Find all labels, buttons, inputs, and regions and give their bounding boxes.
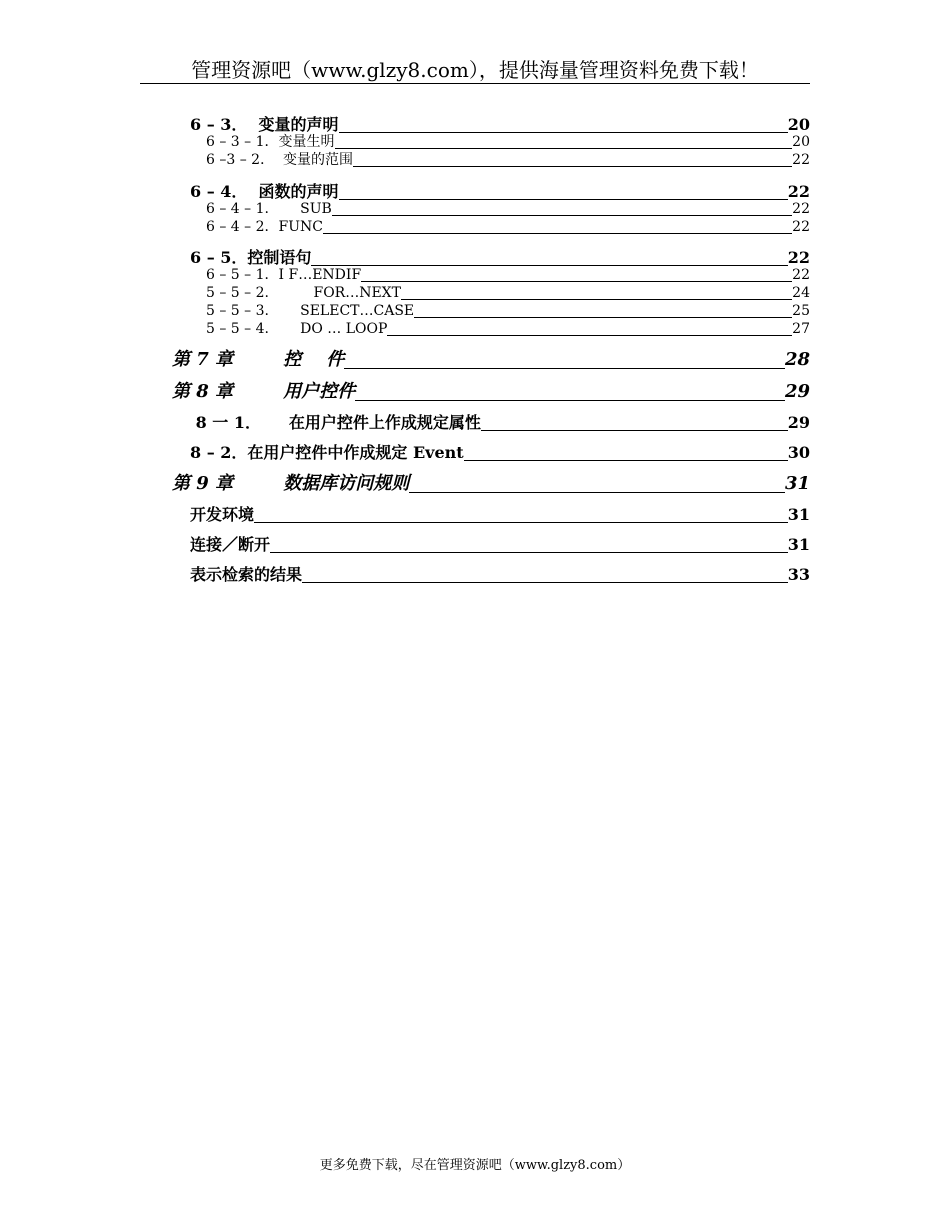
toc-page-number: 28 [784,349,810,370]
toc-entry[interactable] [206,219,810,236]
toc-entry[interactable] [206,201,810,218]
toc-leader-line [323,233,792,234]
toc-leader-line [401,299,792,300]
toc-page-number: 25 [792,303,810,319]
toc-page-number: 31 [787,535,810,554]
toc-entry[interactable] [206,134,810,151]
toc-leader-line [339,132,788,133]
toc-leader-line [332,215,792,216]
toc-entry-label: 8 一 1． 在用户控件上作成规定属性 [190,413,481,432]
toc-entry[interactable] [206,321,810,338]
toc-entry[interactable] [190,248,810,268]
toc-entry-label: 6 – 5 – 1．I F…ENDIF [206,267,362,283]
toc-entry-label: 6 – 3 – 1．变量生明 [206,134,335,150]
toc-page-number: 22 [787,248,810,267]
toc-entry-label: 表示检索的结果 [190,565,303,584]
toc-entry-label: 8 – 2．在用户控件中作成规定 Event [190,443,464,462]
toc-entry-label: 5 – 5 – 2. FOR…NEXT [206,285,401,301]
toc-entry[interactable] [190,443,810,463]
toc-leader-line [302,582,788,583]
toc-entry[interactable] [172,473,810,495]
toc-entry[interactable] [190,182,810,202]
page-footer: 更多免费下载，尽在管理资源吧（www.glzy8.com） [319,1158,631,1173]
toc-page-number: 22 [792,267,810,283]
toc-page-number: 20 [792,134,810,150]
toc-entry[interactable] [172,381,810,403]
toc-page-number: 30 [787,443,810,462]
toc-leader-line [339,199,788,200]
toc-leader-line [361,281,792,282]
toc-entry[interactable] [190,505,810,525]
toc-entry-label: 第 9 章 数据库访问规则 [172,473,410,494]
toc-entry-label: 6 –3 – 2． 变量的范围 [206,152,353,168]
toc-page-number: 29 [784,381,810,402]
toc-entry-label: 开发环境 [190,505,255,524]
toc-leader-line [464,460,788,461]
toc-page-number: 22 [792,152,810,168]
toc-page-number: 27 [792,321,810,337]
toc-entry[interactable] [172,349,810,371]
toc-page-number: 22 [787,182,810,201]
toc-leader-line [481,430,788,431]
toc-entry-label: 6 – 4 – 1. SUB [206,201,332,217]
toc-leader-line [254,522,788,523]
toc-entry[interactable] [206,267,810,284]
toc-page-number: 24 [792,285,810,301]
toc-leader-line [335,148,793,149]
toc-leader-line [387,335,792,336]
toc-entry[interactable] [206,285,810,302]
toc-entry-label: 连接／断开 [190,535,271,554]
toc-leader-line [355,400,785,401]
toc-entry-label: 6 – 4 – 2．FUNC [206,219,323,235]
toc-entry[interactable] [206,303,810,320]
toc-entry[interactable] [206,152,810,169]
toc-leader-line [414,317,792,318]
toc-page-number: 29 [787,413,810,432]
toc-entry-label: 5 – 5 – 4. DO … LOOP [206,321,388,337]
toc-page-number: 33 [787,565,810,584]
toc-entry-label: 6 – 5．控制语句 [190,248,312,267]
toc-page-number: 22 [792,219,810,235]
toc-leader-line [270,552,788,553]
toc-leader-line [353,166,792,167]
toc-entry[interactable] [190,413,810,433]
toc-page-number: 31 [784,473,810,494]
toc-page-number: 31 [787,505,810,524]
toc-entry[interactable] [190,115,810,135]
toc-entry[interactable] [190,535,810,555]
toc-leader-line [409,492,785,493]
toc-page-number: 22 [792,201,810,217]
toc-page-number: 20 [787,115,810,134]
toc-entry-label: 6 – 4． 函数的声明 [190,182,339,201]
toc-entry[interactable] [190,565,810,585]
toc-entry-label: 6 – 3． 变量的声明 [190,115,339,134]
toc-leader-line [344,368,785,369]
toc-entry-label: 第 7 章 控 件 [172,349,345,370]
toc-entry-label: 5 – 5 – 3. SELECT…CASE [206,303,415,319]
toc-leader-line [311,265,787,266]
page-header: 管理资源吧（www.glzy8.com），提供海量管理资料免费下载！ [191,58,759,82]
toc-entry-label: 第 8 章 用户控件 [172,381,356,402]
